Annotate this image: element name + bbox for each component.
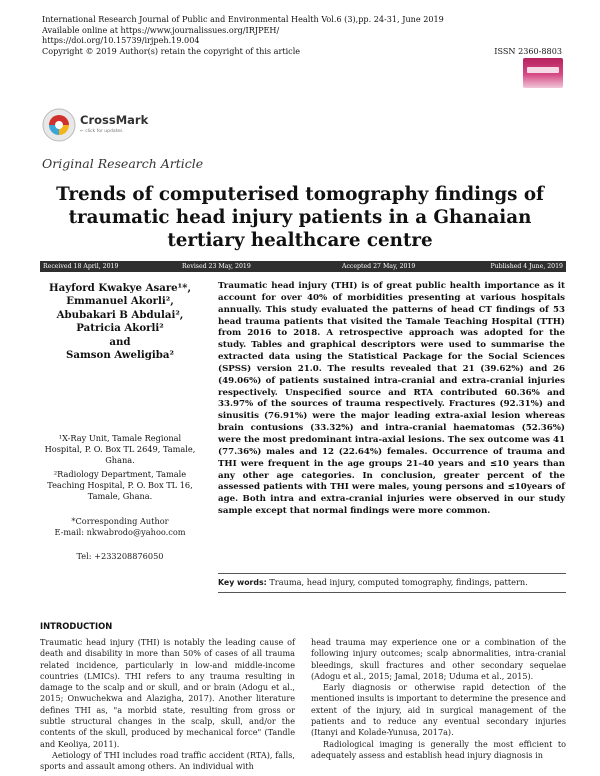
date-received: Received 18 April, 2019 — [43, 263, 119, 270]
paragraph: Traumatic head injury (THI) is notably the leading cause of death and disability in more than 50% of cases of all trauma related incidence, particularly in low-and middle-income countries (LMICs). THI refers to any trauma resulting in damage to the scalp and or skull, and or brain (Adogu et al., 2015; Onwuchekwa and Alazigha, 2017). Another literature defines THI as, "a morbid state, resulting from gross or subtle structural changes in the scalp, skull, and/or the contents of the skull, produced by mechanical force" (Tandle and Keoliya, 2011). — [40, 637, 295, 749]
date-revised: Revised 23 May, 2019 — [182, 263, 251, 270]
copyright-notice: Copyright © 2019 Author(s) retain the copyright of this article — [42, 45, 301, 56]
corresponding-label: *Corresponding Author — [71, 516, 169, 526]
date-accepted: Accepted 27 May, 2019 — [342, 263, 416, 270]
dates-bar — [40, 261, 566, 272]
paragraph: head trauma may experience one or a combination of the following injury outcomes; scalp abnormalities, intra-cranial bleedings, skull fractures and other secondary sequelae (Adogu et al., 2015; Jamal, 2018; Uduma et al., 2015). — [311, 637, 566, 681]
affiliation-1: ¹X-Ray Unit, Tamale Regional Hospital, P. O. Box TL 2649, Tamale, Ghana. — [44, 433, 196, 466]
keywords-rule-top — [218, 573, 566, 574]
crossmark-icon — [42, 108, 76, 142]
crossmark-button[interactable] — [42, 108, 162, 144]
section-heading: INTRODUCTION — [40, 621, 113, 631]
date-published: Published 4 June, 2019 — [490, 263, 563, 270]
article-title: Trends of computerised tomography findings of traumatic head injury patients in a Ghanaian tertiary healthcare centre — [56, 184, 544, 251]
journal-logo — [523, 58, 563, 88]
telephone: Tel: +233208876050 — [76, 551, 164, 561]
affiliation-2: ²Radiology Department, Tamale Teaching Hospital, P. O. Box TL 16, Tamale, Ghana. — [47, 469, 193, 502]
keywords-text: Trauma, head injury, computed tomography, findings, pattern. — [266, 577, 528, 587]
paragraph: Aetiology of THI includes road traffic accident (RTA), falls, sports and assault among others. An individual with — [40, 749, 295, 772]
author-conjunction: and — [109, 335, 131, 348]
author: Hayford Kwakye Asare¹*, — [48, 282, 192, 294]
body-column-left — [40, 637, 295, 773]
crossmark-sub: ← click for updates — [80, 129, 123, 134]
crossmark-label: CrossMark — [80, 113, 149, 127]
corresponding-author — [40, 516, 200, 538]
keywords-rule-bottom — [218, 592, 566, 593]
body-column-right — [311, 637, 566, 761]
paragraph: Radiological imaging is generally the most efficient to adequately assess and establish head injury diagnosis in — [311, 738, 566, 760]
journal-citation: International Research Journal of Public and Environmental Health Vol.6 (3),pp. 24-31, June 2019 — [42, 14, 444, 24]
issn: ISSN 2360-8803 — [494, 46, 562, 56]
author: Abubakari B Abdulai², — [56, 308, 184, 321]
abstract: Traumatic head injury (THI) is of great public health importance as it account for over 40% of morbidities presenting at various hospitals annually. This study evaluated the patterns of head CT findings of 53 head trauma patients that visited the Tamale Teaching Hospital (TTH) from 2016 to 2018. A retrospective approach was adopted for the study. Tables and graphical descriptors were used to summarise the extracted data using the Statistical Package for the Social Sciences (SPSS) version 21.0. The results revealed that 21 (39.62%) and 26 (49.06%) of patients sustained intra-cranial and extra-cranial injuries respectively. Unspecified source and RTA contributed 60.36% and 33.97% of the sources of trauma respectively. Fractures (92.31%) and sinusitis (76.91%) were the major leading extra-axial lesion whereas brain contusions (33.32%) and intra-cranial haematomas (52.36%) were the most predominant intra-axial lesions. The sex outcome was 41 (77.36%) males and 12 (22.64%) females. Occurrence of trauma and THI were frequent in the age groups 21-40 years and ≤10 years than any other age categories. In conclusion, greater percent of the assessed patients with THI were males, young persons and ≤10years of age. Both intra and extra-cranial injuries were observed in our study sample except that normal findings were more common. — [218, 281, 565, 517]
paragraph: Early diagnosis or otherwise rapid detection of the mentioned insults is important to determine the presence and extent of the injury, aid in surgical management of the patients and to reduce any eventual secondary injuries (Itanyi and Kolade-Yunusa, 2017a). — [311, 682, 566, 738]
email[interactable]: E-mail: nkwabrodo@yahoo.com — [54, 527, 186, 538]
journal-url[interactable]: Available online at https://www.journalissues.org/IRJPEH/ — [42, 24, 280, 35]
author-list — [40, 282, 200, 362]
author: Patricia Akorli² — [76, 322, 164, 335]
keywords-label: Key words: — [218, 578, 267, 587]
journal-header — [42, 14, 562, 56]
author: Samson Aweligiba² — [66, 349, 174, 362]
keywords — [218, 577, 566, 588]
article-type: Original Research Article — [42, 156, 204, 171]
doi-link[interactable]: https://doi.org/10.15739/irjpeh.19.004 — [42, 35, 200, 46]
author: Emmanuel Akorli², — [66, 295, 174, 308]
